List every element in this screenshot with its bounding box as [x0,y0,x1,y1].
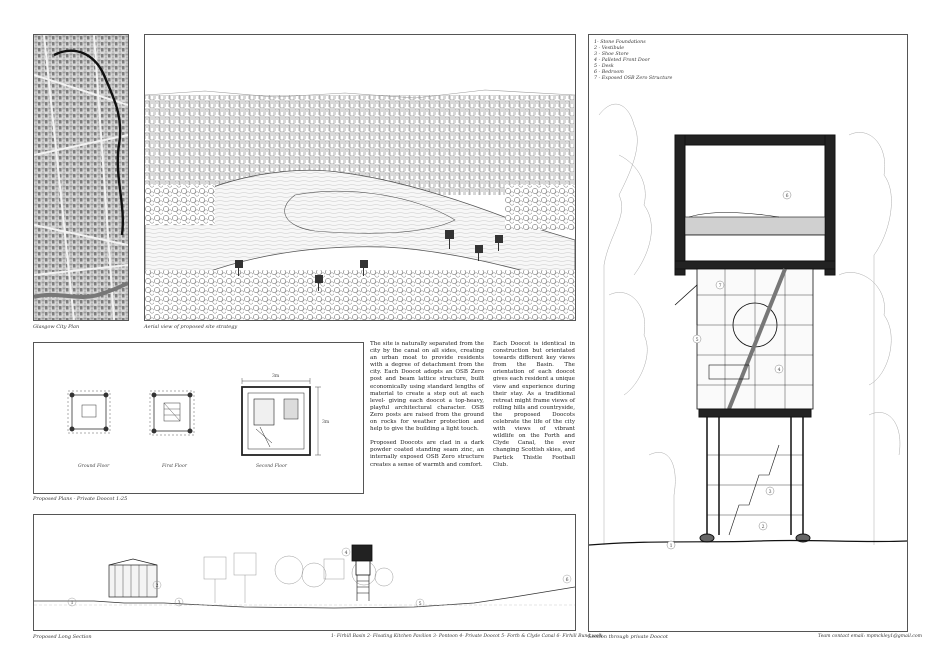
plans-caption: Proposed Plans - Private Doocot 1:25 [33,496,128,502]
legend-item: 2 - Vestibule [594,46,625,51]
first-floor-label: First Floor [162,464,187,469]
section-panel [588,34,908,632]
contact-email: Team contact email: mpmckley1@gmail.com [818,634,922,639]
plans-panel [33,342,364,494]
legend-item: 1- Stone Foundations [594,40,646,45]
section-number-7: 7 [718,284,722,289]
text-column-1 [370,341,484,476]
section-number-5: 5 [695,338,699,343]
city-plan-caption: Glasgow City Plan [33,324,80,330]
section-number-4: 4 [777,368,781,373]
text-col2-paragraph-1: Each Doocot is identical in construction but orientated towards different key views from the Basin. The orientation of each doocot gives each resident a unique view and experience during their stay. As a traditional retreat might frame views of rolling hills and countryside, the proposed Doocots celebrate the life of the city with views of vibrant wildlife on the Forth and Clyde Canal, the ever changing Scottish skies, and Partick Thistle Football Club. [493,341,575,468]
long-section-number-5: 5 [418,602,422,607]
long-section-key: 1- Firhill Basin 2- Floating Kitchen Pavilion 3- Pontoon 4- Private Doocot 5- Forth & Clyde Canal 6- Firhill Bund walk [331,634,603,639]
long-section-drawing [34,515,575,630]
section-number-3: 3 [768,490,772,495]
plans-drawing [34,343,363,493]
aerial-view-drawing [145,35,575,320]
first-floor-plan [150,391,194,435]
section-legend [594,40,672,82]
section-caption: Section through private Doocot [588,634,668,640]
section-drawing [589,35,907,631]
legend-item: 6 - Bedroom [594,70,624,75]
section-number-2: 2 [761,525,765,530]
aerial-view-image [144,34,576,321]
city-plan-image [33,34,129,321]
aerial-view-caption: Aerial view of proposed site strategy [144,324,238,330]
legend-item: 5 - Desk [594,64,614,69]
ground-line [589,540,907,545]
long-section-number-4: 4 [344,551,348,556]
long-section-panel [33,514,576,631]
plan-width-dimension: 3m [272,374,280,379]
long-section-number-6: 6 [565,578,569,583]
legend-item: 4 - Palleted Front Door [594,58,650,63]
text-col1-paragraph-2: Proposed Doocots are clad in a dark powder coated standing seam zinc, an internally exposed OSB Zero structure creates a sense of warmth and comfort. [370,440,484,468]
floating-kitchen-pavilion [109,559,157,597]
second-floor-plan [242,378,321,455]
city-plan-map [34,35,128,320]
legend-item: 7 - Exposed OSB Zero Structure [594,76,673,81]
section-number-1: 1 [669,544,673,549]
private-doocot-long-section [352,545,372,601]
text-col1-paragraph-1: The site is naturally separated from the city by the canal on all sides, creating an urban moat to provide residents with a degree of detachment from the city. Each Doocot adopts an OSB Zero post and beam lattice structure, built economically using standard lengths of material to create a step out at each level- giving each doocot a top-heavy, playful architectural character. OSB Zero posts are raised from the ground on rocks for weather protection and help to give the building a light touch. [370,341,484,433]
legend-item: 3 - Shoe Store [594,52,629,57]
long-section-number-1: 1 [70,601,74,606]
plan-depth-dimension: 3m [322,420,330,425]
ground-floor-plan [68,391,110,433]
section-number-6: 6 [785,194,789,199]
long-section-caption: Proposed Long Section [33,634,92,640]
long-section-number-2: 2 [155,584,159,589]
long-section-number-3: 3 [177,601,181,606]
text-column-2 [493,341,575,476]
second-floor-label: Second Floor [256,464,287,469]
ground-floor-label: Ground Floor [78,464,110,469]
